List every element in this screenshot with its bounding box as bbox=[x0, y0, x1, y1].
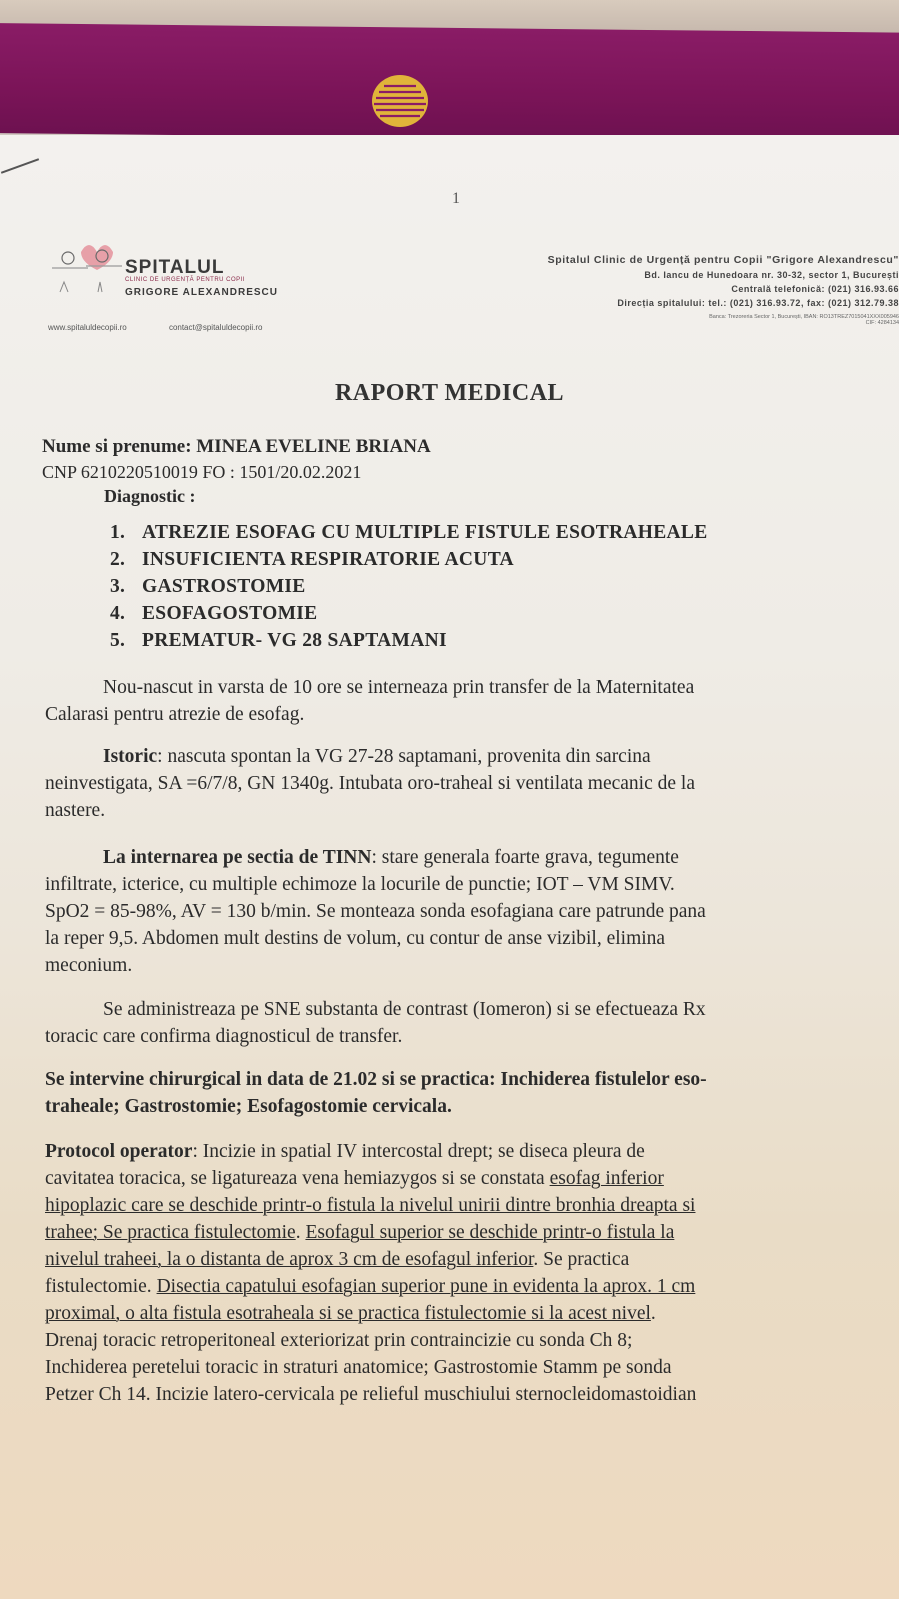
protocol-underlined: Disectia capatului esofagian superior pune in evidenta la aprox. 1 cm bbox=[156, 1276, 696, 1297]
admission-text: : stare generala foarte grava, tegumente bbox=[371, 847, 679, 868]
hospital-logo-subtitle: CLINIC DE URGENȚĂ PENTRU COPII bbox=[125, 277, 246, 283]
diagnostic-label: Diagnostic : bbox=[104, 486, 196, 506]
diagnosis-list bbox=[110, 519, 708, 654]
protocol-text: Petzer Ch 14. Incizie latero-cervicala pe relieful muschiului sternocleidomastoidian bbox=[45, 1384, 697, 1405]
diagnosis-text: PREMATUR- VG 28 SAPTAMANI bbox=[142, 630, 447, 651]
intro-paragraph bbox=[45, 674, 855, 728]
contrast-paragraph bbox=[45, 996, 855, 1050]
diagnosis-text: GASTROSTOMIE bbox=[142, 576, 306, 597]
hospital-address: Bd. Iancu de Hunedoara nr. 30-32, sector 1, București bbox=[644, 270, 899, 280]
history-label: Istoric bbox=[103, 746, 158, 767]
diagnosis-number: 5. bbox=[110, 630, 126, 651]
protocol-text: . Se practica bbox=[533, 1249, 630, 1270]
admission-text: la reper 9,5. Abdomen mult destins de volum, cu contur de anse vizibil, elimina bbox=[45, 928, 666, 949]
history-text: : nascuta spontan la VG 27-28 saptamani, provenita din sarcina bbox=[157, 746, 651, 767]
diagnosis-number: 1. bbox=[110, 522, 126, 543]
protocol-underlined: nivelul traheei, la o distanta de aprox 3 cm de esofagul inferior bbox=[45, 1249, 534, 1270]
hospital-name: Spitalul Clinic de Urgență pentru Copii "Grigore Alexandrescu" bbox=[547, 254, 899, 266]
protocol-text: . bbox=[295, 1222, 306, 1243]
diagnosis-item bbox=[110, 600, 708, 627]
intro-line: Calarasi pentru atrezie de esofag. bbox=[45, 704, 305, 725]
admission-label: La internarea pe sectia de TINN bbox=[103, 847, 372, 868]
contrast-text: Se administreaza pe SNE substanta de contrast (Iomeron) si se efectueaza Rx bbox=[103, 999, 706, 1020]
diagnosis-text: ATREZIE ESOFAG CU MULTIPLE FISTULE ESOTRAHEALE bbox=[142, 522, 708, 543]
hospital-iban: Banca: Trezoreria Sector 1, București, IBAN: RO13TREZ7015041XXX005946 bbox=[709, 314, 899, 320]
protocol-text: fistulectomie. bbox=[45, 1276, 157, 1297]
protocol-underlined: trahee; Se practica fistulectomie bbox=[45, 1222, 296, 1243]
hospital-cif: CIF: 4284134 bbox=[865, 320, 899, 326]
protocol-underlined: Esofagul superior se deschide printr-o fistula la bbox=[305, 1222, 675, 1243]
protocol-label: Protocol operator bbox=[45, 1141, 193, 1162]
protocol-text: . bbox=[650, 1303, 656, 1324]
sun-emblem-icon bbox=[370, 74, 430, 128]
surgery-paragraph bbox=[45, 1066, 855, 1120]
diagnosis-item bbox=[110, 519, 708, 546]
protocol-text: : Incizie in spatial IV intercostal drept; se diseca pleura de bbox=[192, 1141, 645, 1162]
hospital-phone: Centrală telefonică: (021) 316.93.66 bbox=[731, 284, 899, 294]
contrast-text: toracic care confirma diagnosticul de transfer. bbox=[45, 1026, 403, 1047]
history-text: neinvestigata, SA =6/7/8, GN 1340g. Intubata oro-traheal si ventilata mecanic de la bbox=[45, 773, 695, 794]
patient-label: Nume si prenume: bbox=[42, 436, 192, 457]
admission-text: infiltrate, icterice, cu multiple echimoze la locurile de punctie; IOT – VM SIMV. bbox=[45, 874, 675, 895]
patient-name: MINEA EVELINE BRIANA bbox=[196, 436, 431, 457]
diagnosis-text: INSUFICIENTA RESPIRATORIE ACUTA bbox=[142, 549, 514, 570]
protocol-text: Drenaj toracic retroperitoneal exteriorizat prin contraincizie cu sonda Ch 8; bbox=[45, 1330, 633, 1351]
page-number: 1 bbox=[452, 190, 460, 207]
hospital-logo-title: SPITALUL bbox=[125, 257, 225, 278]
admission-text: meconium. bbox=[45, 955, 133, 976]
diagnosis-number: 3. bbox=[110, 576, 126, 597]
surgery-text: traheale; Gastrostomie; Esofagostomie cervicala. bbox=[45, 1096, 452, 1117]
intro-line: Nou-nascut in varsta de 10 ore se interneaza prin transfer de la Maternitatea bbox=[103, 677, 695, 698]
diagnosis-number: 2. bbox=[110, 549, 126, 570]
admission-paragraph bbox=[45, 844, 855, 979]
protocol-paragraph bbox=[45, 1138, 855, 1408]
folder-cover bbox=[0, 23, 899, 143]
history-text: nastere. bbox=[45, 800, 106, 821]
patient-line bbox=[42, 436, 431, 458]
diagnosis-item bbox=[110, 573, 708, 600]
document-title: RAPORT MEDICAL bbox=[334, 380, 565, 406]
admission-text: SpO2 = 85-98%, AV = 130 b/min. Se monteaza sonda esofagiana care patrunde pana bbox=[45, 901, 706, 922]
hospital-bank bbox=[479, 314, 899, 326]
website-link: www.spitaluldecopii.ro bbox=[48, 323, 127, 332]
hospital-direction-contact: Direcția spitalului: tel.: (021) 316.93.72, fax: (021) 312.79.38 bbox=[617, 298, 899, 308]
diagnosis-text: ESOFAGOSTOMIE bbox=[142, 603, 318, 624]
protocol-text: cavitatea toracica, se ligatureaza vena hemiazygos si se constata bbox=[45, 1168, 550, 1189]
hospital-logo-name: GRIGORE ALEXANDRESCU bbox=[125, 287, 278, 298]
surgery-text: Se intervine chirurgical in data de 21.02 si se practica: Inchiderea fistulelor eso- bbox=[45, 1069, 707, 1090]
protocol-underlined: proximal, o alta fistula esotraheala si se practica fistulectomie si la acest nivel bbox=[45, 1303, 651, 1324]
cnp-line: CNP 6210220510019 FO : 1501/20.02.2021 bbox=[42, 462, 362, 482]
diagnosis-number: 4. bbox=[110, 603, 126, 624]
protocol-underlined: hipoplazic care se deschide printr-o fistula la nivelul unirii dintre bronhia dreapta si bbox=[45, 1195, 696, 1216]
diagnosis-item bbox=[110, 546, 708, 573]
hospital-address-block bbox=[479, 254, 899, 326]
protocol-text: Inchiderea peretelui toracic in straturi anatomice; Gastrostomie Stamm pe sonda bbox=[45, 1357, 672, 1378]
contact-links bbox=[48, 323, 302, 332]
protocol-underlined: esofag inferior bbox=[549, 1168, 664, 1189]
history-paragraph bbox=[45, 743, 855, 824]
email-link: contact@spitaluldecopii.ro bbox=[168, 323, 263, 332]
diagnosis-item bbox=[110, 627, 708, 654]
